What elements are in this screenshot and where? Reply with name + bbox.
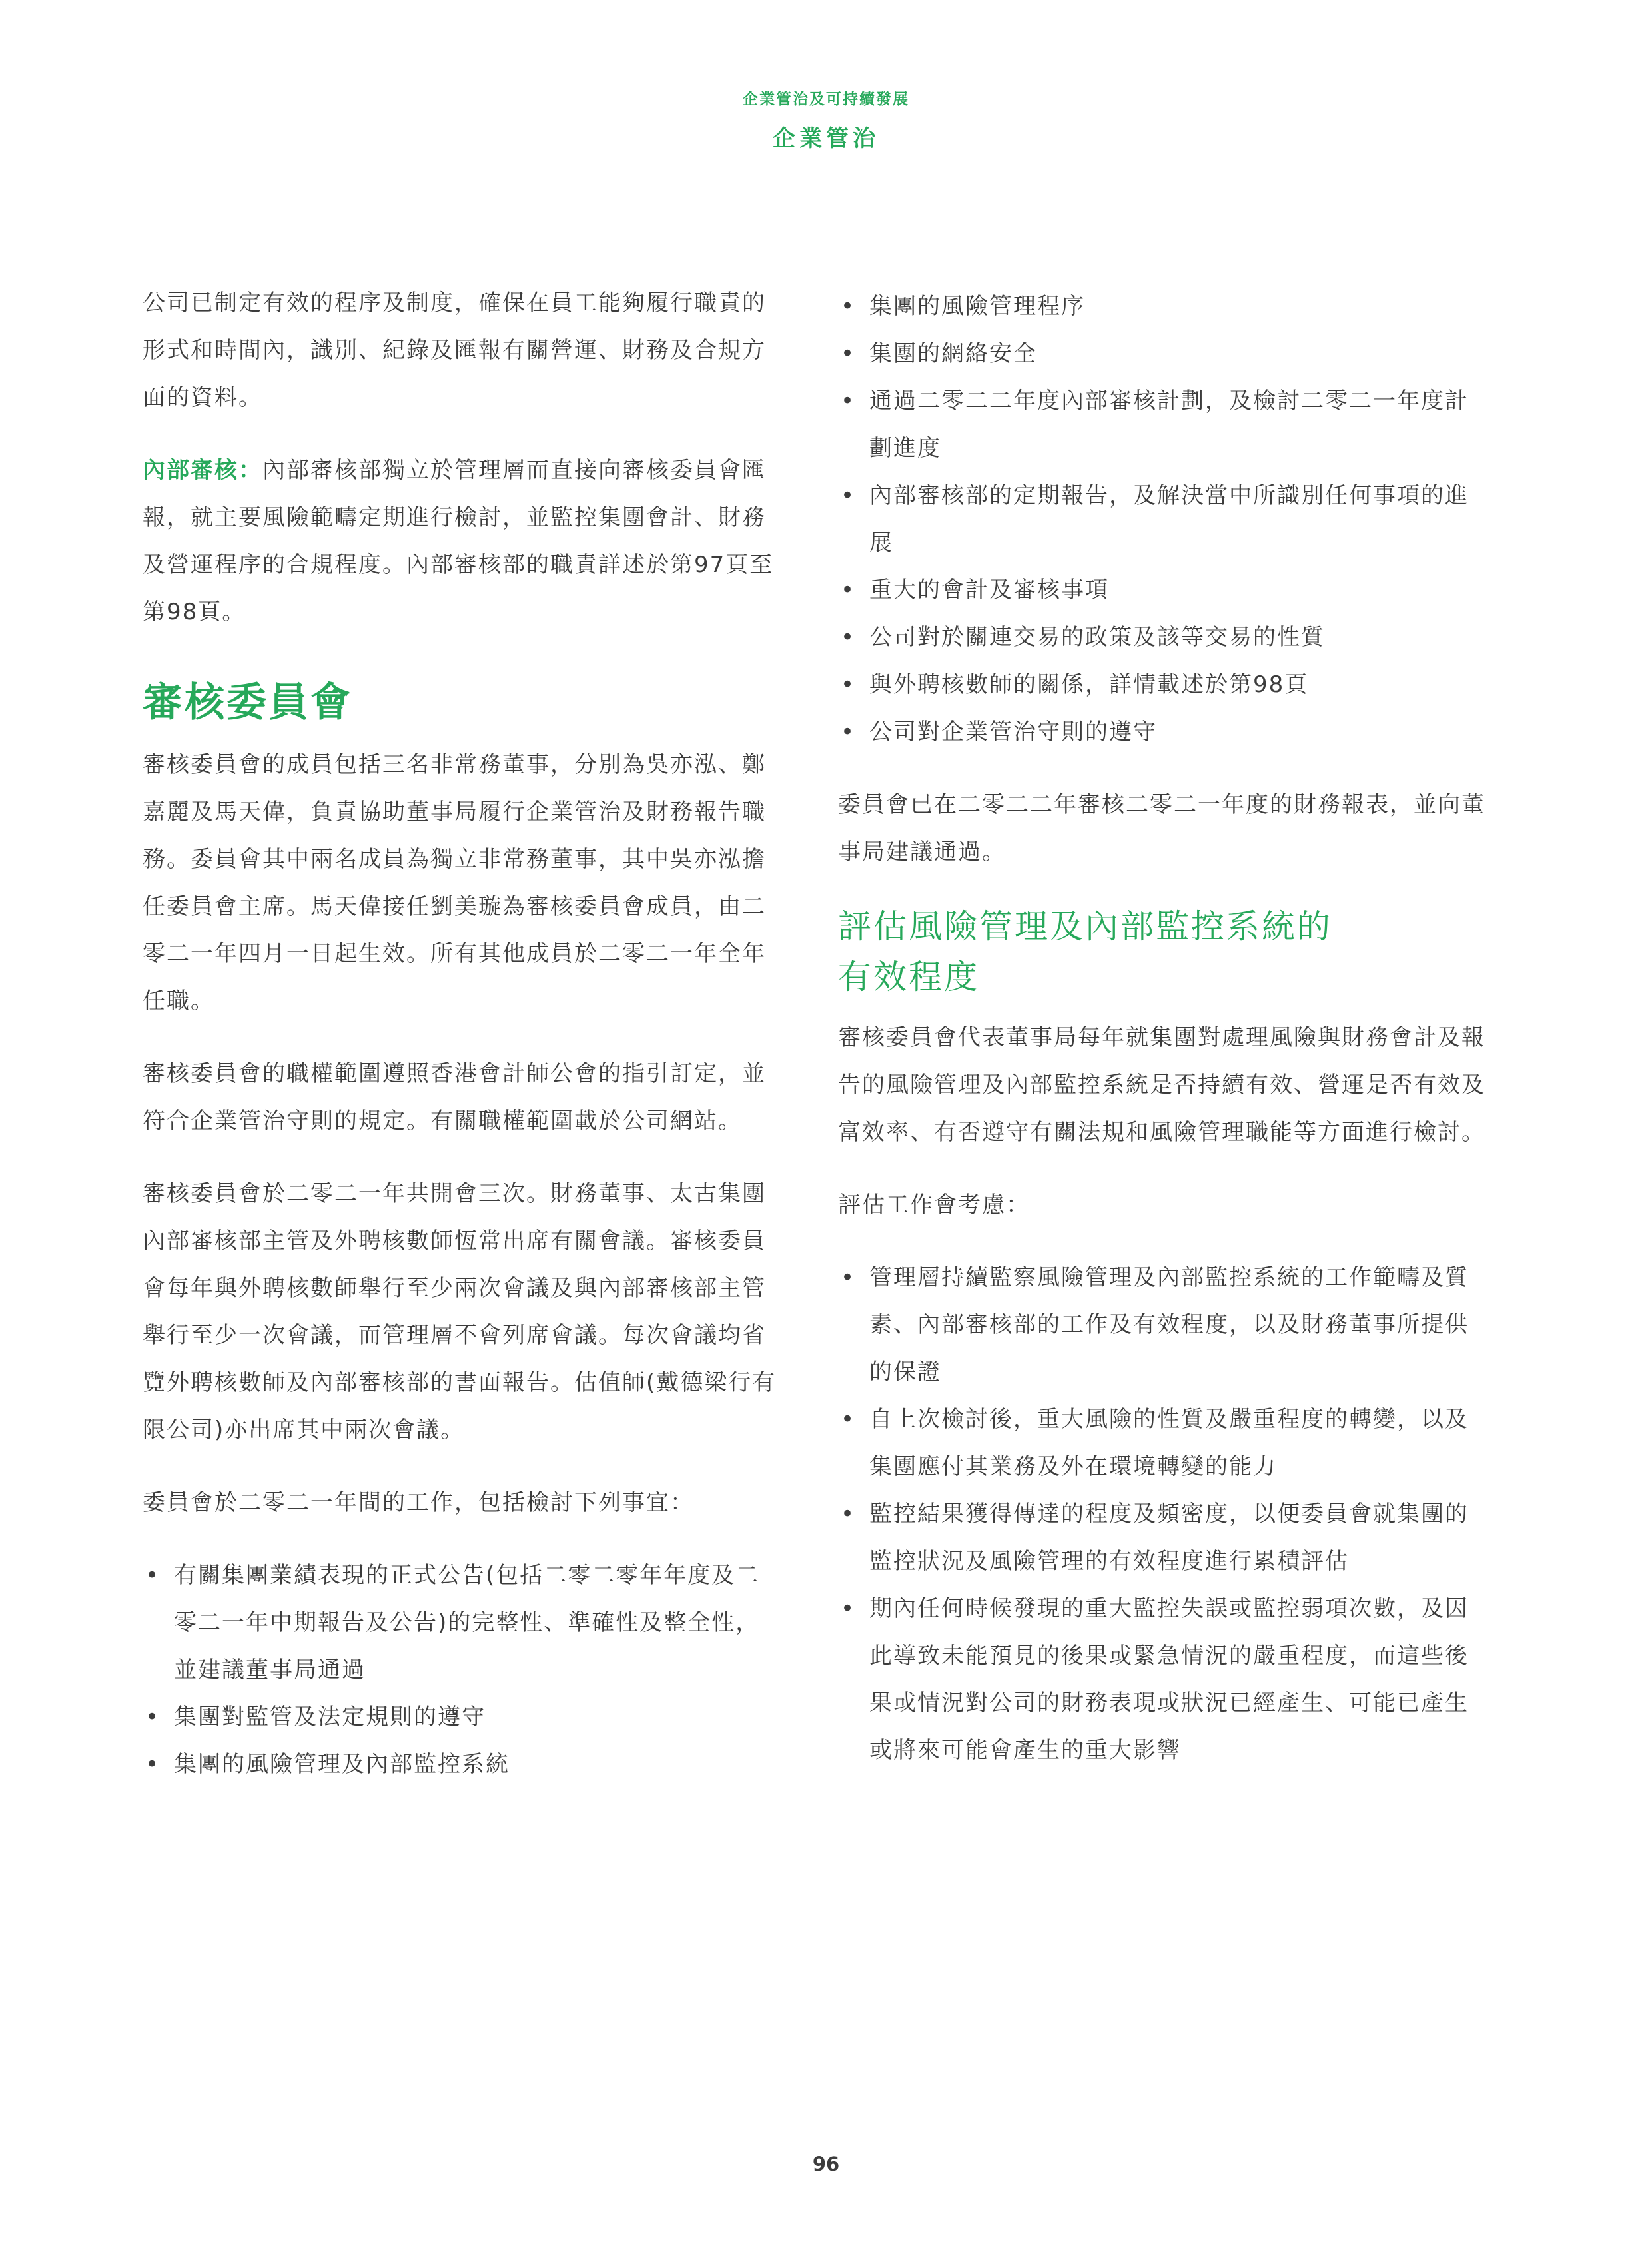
internal-audit-text: 內部審核部獨立於管理層而直接向審核委員會匯報，就主要風險範疇定期進行檢討，並監控集團會計、財務及營運程序的合規程度。內部審核部的職責詳述於第97頁至第98頁。 — [143, 457, 774, 625]
meetings-paragraph: 審核委員會於二零二一年共開會三次。財務董事、太古集團內部審核部主管及外聘核數師恆常出席有關會議。審核委員會每年與外聘核數師舉行至少兩次會議及與內部審核部主管舉行至少一次會議，而管理層不會列席會議。每次會議均省覽外聘核數師及內部審核部的書面報告。估值師(戴德梁行有限公司)亦出席其中兩次會議。 — [143, 1180, 777, 1443]
assessment-bullet-list — [838, 1254, 1485, 1774]
annual-review-paragraph: 審核委員會代表董事局每年就集團對處理風險與財務會計及報告的風險管理及內部監控系統是否持續有效、營運是否有效及富效率、有否遵守有關法規和風險管理職能等方面進行檢討。 — [838, 1024, 1485, 1146]
bullet-icon: • — [840, 340, 856, 367]
internal-audit-lead: 內部審核： — [143, 457, 262, 484]
list-item: • 期內任何時候發現的重大監控失誤或監控弱項次數，及因此導致未能預見的後果或緊急情況的嚴重程度，而這些後果或情況對公司的財務表現或狀況已經產生、可能已產生或將來可能會產生的重大影響 — [838, 1585, 1485, 1774]
list-item: • 監控結果獲得傳達的程度及頻密度，以便委員會就集團的監控狀況及風險管理的有效程度進行累積評估 — [838, 1491, 1485, 1585]
committee-members-paragraph: 審核委員會的成員包括三名非常務董事，分別為吳亦泓、鄭嘉麗及馬天偉，負責協助董事局履行企業管治及財務報告職務。委員會其中兩名成員為獨立非常務董事，其中吳亦泓擔任委員會主席。馬天偉接任劉美璇為審核委員會成員，由二零二一年四月一日起生效。所有其他成員於二零二一年全年任職。 — [143, 751, 766, 1014]
intro-paragraph: 公司已制定有效的程序及制度，確保在員工能夠履行職責的形式和時間內，識別、紀錄及匯報有關營運、財務及合規方面的資料。 — [143, 290, 766, 411]
bullet-icon: • — [840, 624, 856, 651]
bullet-icon: • — [840, 719, 856, 745]
list-item: • 與外聘核數師的關係，詳情載述於第98頁 — [838, 661, 1485, 709]
list-item: • 公司對企業管治守則的遵守 — [838, 709, 1485, 756]
list-item: • 自上次檢討後，重大風險的性質及嚴重程度的轉變，以及集團應付其業務及外在環境轉變的能力 — [838, 1396, 1485, 1491]
audit-committee-heading: 審核委員會 — [143, 679, 352, 726]
header-page-title: 企業管治 — [773, 125, 879, 152]
risk-assessment-heading: 評估風險管理及內部監控系統的 有效程度 — [838, 907, 1332, 996]
assessment-intro-paragraph: 評估工作會考慮： — [838, 1192, 1030, 1218]
financial-statements-paragraph: 委員會已在二零二二年審核二零二一年度的財務報表，並向董事局建議通過。 — [838, 791, 1485, 865]
list-item: • 集團的風險管理程序 — [838, 283, 1485, 330]
list-item: • 有關集團業績表現的正式公告(包括二零二零年年度及二零二一年中期報告及公告)的完整性、準確性及整全性，並建議董事局通過 — [143, 1552, 782, 1694]
bullet-icon: • — [840, 293, 856, 320]
bullet-icon: • — [145, 1751, 161, 1778]
bullet-icon: • — [840, 1406, 856, 1433]
list-item: • 公司對於關連交易的政策及該等交易的性質 — [838, 614, 1485, 661]
bullet-icon: • — [145, 1562, 161, 1589]
bullet-icon: • — [840, 388, 856, 414]
list-item: • 集團的網絡安全 — [838, 330, 1485, 378]
list-item: • 通過二零二二年度內部審核計劃，及檢討二零二一年度計劃進度 — [838, 378, 1485, 472]
bullet-icon: • — [840, 1501, 856, 1527]
bullet-icon: • — [145, 1704, 161, 1730]
bullet-icon: • — [840, 482, 856, 509]
bullet-icon: • — [840, 1264, 856, 1291]
left-column — [143, 280, 782, 1814]
list-item: • 集團對監管及法定規則的遵守 — [143, 1694, 782, 1741]
header-section-label: 企業管治及可持續發展 — [743, 91, 909, 108]
right-column — [838, 283, 1485, 1800]
work-intro-paragraph: 委員會於二零二一年間的工作，包括檢討下列事宜： — [143, 1489, 694, 1516]
list-item: • 管理層持續監察風險管理及內部監控系統的工作範疇及質素、內部審核部的工作及有效程度，以及財務董事所提供的保證 — [838, 1254, 1485, 1396]
list-item: • 集團的風險管理及內部監控系統 — [143, 1741, 782, 1788]
bullet-icon: • — [840, 671, 856, 698]
bullet-icon: • — [840, 577, 856, 603]
list-item: • 內部審核部的定期報告，及解決當中所識別任何事項的進展 — [838, 472, 1485, 567]
bullet-icon: • — [840, 1595, 856, 1622]
work-bullet-list-left — [143, 1552, 782, 1788]
page-number: 96 — [812, 2153, 840, 2175]
list-item: • 重大的會計及審核事項 — [838, 567, 1485, 614]
internal-audit-paragraph — [143, 447, 782, 636]
work-bullet-list-right — [838, 283, 1485, 756]
terms-of-reference-paragraph: 審核委員會的職權範圍遵照香港會計師公會的指引訂定，並符合企業管治守則的規定。有關職權範圍載於公司網站。 — [143, 1060, 766, 1134]
